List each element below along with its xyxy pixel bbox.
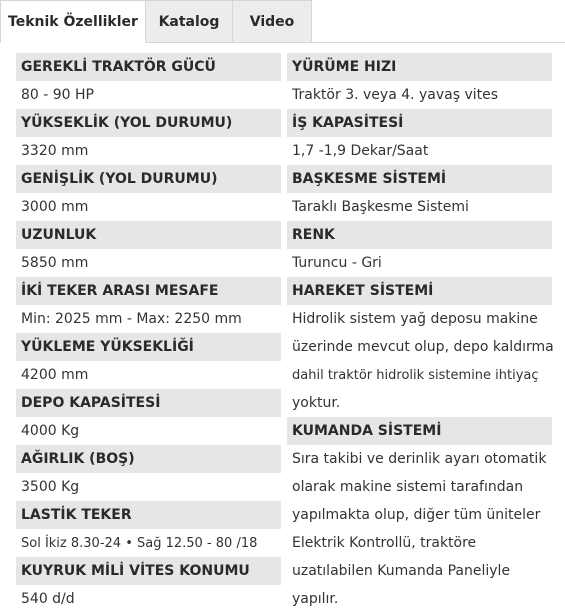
spec-value-line: yapılır.: [287, 585, 552, 610]
spec-value-line: Hidrolik sistem yağ deposu makine: [287, 305, 552, 333]
spec-label: HAREKET SİSTEMİ: [287, 277, 552, 305]
spec-label: BAŞKESME SİSTEMİ: [287, 165, 552, 193]
spec-label: UZUNLUK: [16, 221, 281, 249]
spec-value: 1,7 -1,9 Dekar/Saat: [287, 137, 552, 165]
spec-label: YÜKSEKLİK (YOL DURUMU): [16, 109, 281, 137]
spec-value-line: dahil traktör hidrolik sistemine ihtiyaç: [287, 361, 552, 389]
spec-label: AĞIRLIK (BOŞ): [16, 445, 281, 473]
spec-value: 5850 mm: [16, 249, 281, 277]
spec-value-line: olarak makine sistemi tarafından: [287, 473, 552, 501]
spec-value: 4000 Kg: [16, 417, 281, 445]
spec-label: DEPO KAPASİTESİ: [16, 389, 281, 417]
spec-label: İKİ TEKER ARASI MESAFE: [16, 277, 281, 305]
spec-value: 3000 mm: [16, 193, 281, 221]
spec-value-line: Sıra takibi ve derinlik ayarı otomatik: [287, 445, 552, 473]
tab-katalog[interactable]: Katalog: [146, 0, 233, 43]
spec-label: GENİŞLİK (YOL DURUMU): [16, 165, 281, 193]
spec-value: 4200 mm: [16, 361, 281, 389]
spec-value-line: yapılmakta olup, diğer tüm üniteler: [287, 501, 552, 529]
spec-column-right: [287, 53, 552, 610]
spec-label: KUMANDA SİSTEMİ: [287, 417, 552, 445]
spec-value-line: üzerinde mevcut olup, depo kaldırma: [287, 333, 552, 361]
spec-label: YÜKLEME YÜKSEKLİĞİ: [16, 333, 281, 361]
spec-label: GEREKLİ TRAKTÖR GÜCÜ: [16, 53, 281, 81]
spec-label: KUYRUK MİLİ VİTES KONUMU: [16, 557, 281, 585]
spec-value: Traktör 3. veya 4. yavaş vites: [287, 81, 552, 109]
spec-value-line: uzatılabilen Kumanda Paneliyle: [287, 557, 552, 585]
spec-value: 540 d/d: [16, 585, 281, 610]
spec-value: 3500 Kg: [16, 473, 281, 501]
spec-value: Sol İkiz 8.30-24 • Sağ 12.50 - 80 /18: [16, 529, 281, 557]
spec-value-line: yoktur.: [287, 389, 552, 417]
spec-value: Min: 2025 mm - Max: 2250 mm: [16, 305, 281, 333]
spec-value: 80 - 90 HP: [16, 81, 281, 109]
spec-label: İŞ KAPASİTESİ: [287, 109, 552, 137]
spec-label: RENK: [287, 221, 552, 249]
spec-value: 3320 mm: [16, 137, 281, 165]
spec-value: Turuncu - Gri: [287, 249, 552, 277]
tab-video[interactable]: Video: [233, 0, 312, 43]
spec-label: LASTİK TEKER: [16, 501, 281, 529]
spec-value-line: Elektrik Kontrollü, traktöre: [287, 529, 552, 557]
tab-bar: [0, 0, 565, 43]
spec-value: Taraklı Başkesme Sistemi: [287, 193, 552, 221]
tab-teknik-ozellikler[interactable]: Teknik Özellikler: [0, 0, 146, 43]
spec-label: YÜRÜME HIZI: [287, 53, 552, 81]
spec-column-left: [16, 53, 281, 610]
